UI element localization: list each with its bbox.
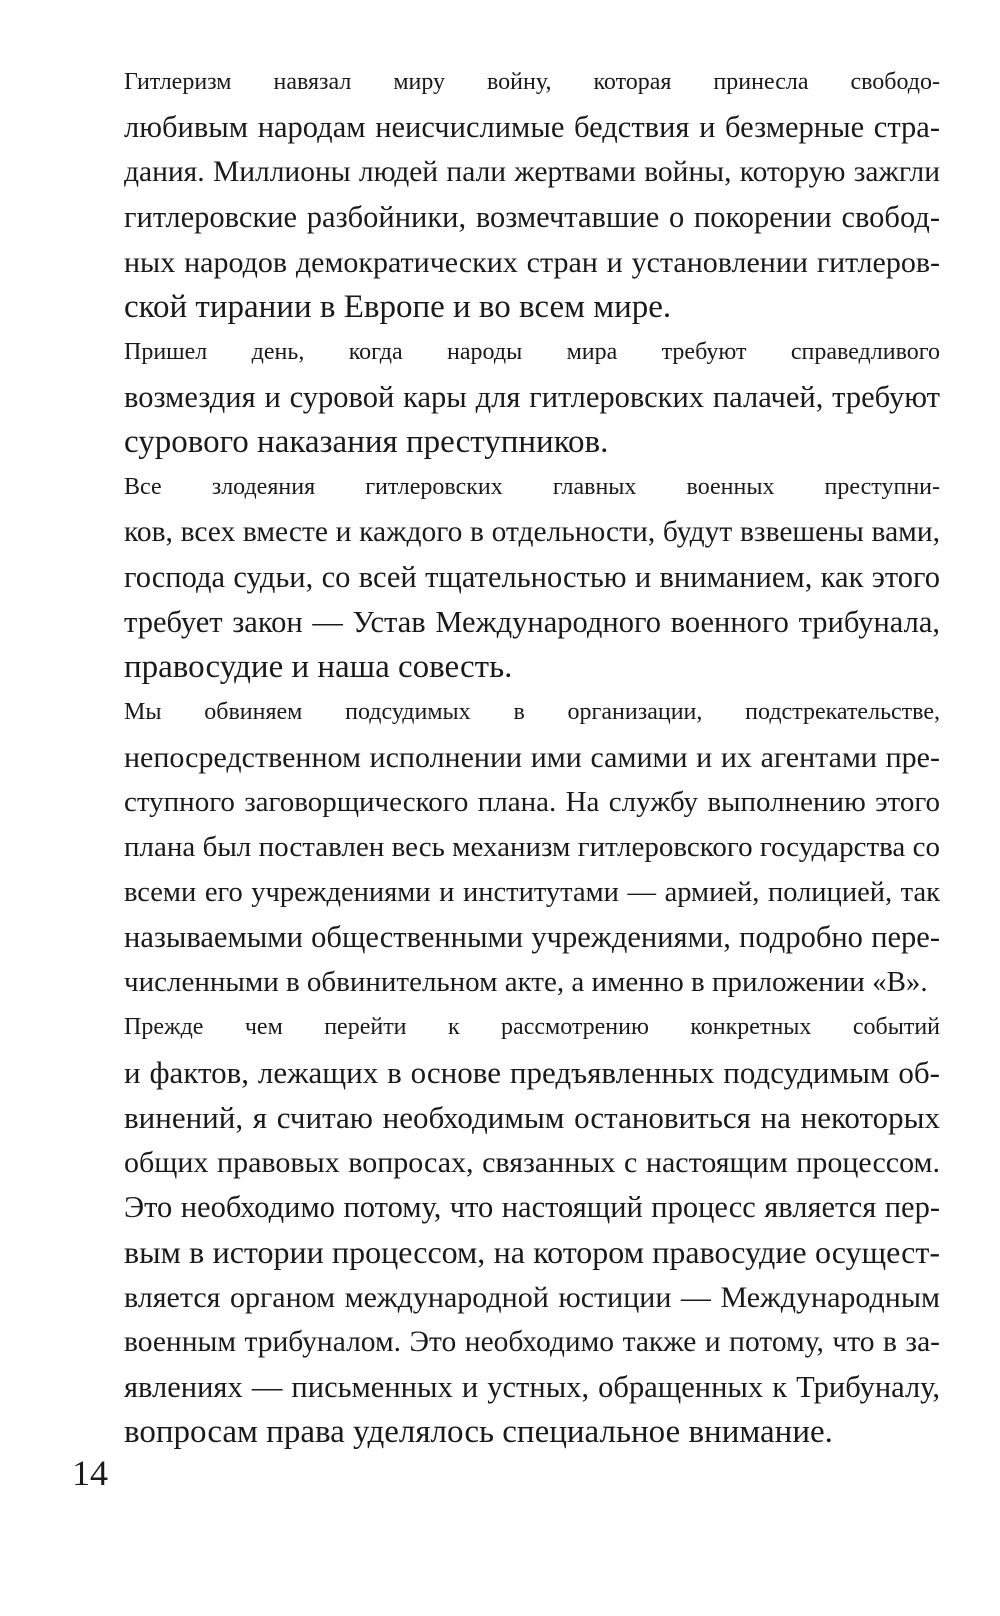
text-line: правосудие и наша совесть. (124, 649, 513, 685)
text-line: военным трибуналом. Это необходимо также и потому, что в за- (124, 1326, 940, 1358)
text-line: и фактов, лежащих в основе предъявленных подсудимым об- (124, 1055, 940, 1090)
text-line: общих правовых вопросах, связанных с настоящим процессом. (124, 1146, 940, 1179)
text-line: называемыми общественными учреждениями, подробно пере- (124, 920, 940, 954)
text-line: любивым народам неисчислимые бедствия и безмерные стра- (124, 110, 940, 144)
text-line: Все злодеяния гитлеровских главных военных преступни- (124, 474, 940, 500)
text-line: ных народов демократических стран и установлении гитлеров- (124, 246, 940, 279)
text-line: гитлеровские разбойники, возмечтавшие о покорении свобод- (124, 200, 940, 234)
text-line: явлениях — письменных и устных, обращенных к Трибуналу, (124, 1370, 940, 1404)
text-line: Это необходимо потому, что настоящий процесс является пер- (124, 1190, 940, 1224)
text-line: всеми его учреждениями и институтами — армией, полицией, так (124, 877, 940, 908)
paragraph (72, 690, 940, 1005)
text-line: ков, всех вместе и каждого в отдельности, будут взвешены вами, (124, 516, 940, 548)
text-line: плана был поставлен весь механизм гитлеровского государства со (124, 831, 940, 863)
text-line: ской тирании в Европе и во всем мире. (124, 289, 672, 325)
page-number: 14 (72, 1453, 108, 1493)
text-line: Прежде чем перейти к рассмотрению конкретных событий (124, 1014, 940, 1040)
text-line: сурового наказания преступников. (124, 424, 609, 460)
text-line: дания. Миллионы людей пали жертвами войны, которую зажгли (124, 156, 940, 188)
text-line: вым в истории процессом, на котором правосудие осущест- (124, 1234, 940, 1270)
text-line: Мы обвиняем подсудимых в организации, подстрекательстве, (124, 699, 940, 725)
text-line: Гитлеризм навязал миру войну, которая принесла свободо- (124, 69, 940, 95)
text-line: требует закон — Устав Международного военного трибунала, (124, 605, 940, 639)
text-line: винений, я считаю необходимым остановиться на некоторых (124, 1100, 940, 1135)
text-line: численными в обвинительном акте, а именно в приложении «В». (124, 966, 928, 998)
paragraph (72, 60, 940, 330)
text-line: ступного заговорщического плана. На службу выполнению этого (124, 786, 940, 818)
paragraph (72, 1005, 940, 1455)
paragraph (72, 330, 940, 465)
text-line: возмездия и суровой кары для гитлеровских палачей, требуют (124, 380, 940, 414)
text-line: вопросам права уделялось специальное внимание. (124, 1414, 833, 1450)
paragraph (72, 465, 940, 690)
text-line: непосредственном исполнении ими самими и их агентами пре- (124, 741, 940, 774)
body-text (72, 60, 940, 1455)
text-line: вляется органом международной юстиции — Международным (124, 1281, 940, 1314)
text-line: господа судьи, со всей тщательностью и вниманием, как этого (124, 560, 940, 594)
text-line: Пришел день, когда народы мира требуют справедливого (124, 339, 940, 365)
